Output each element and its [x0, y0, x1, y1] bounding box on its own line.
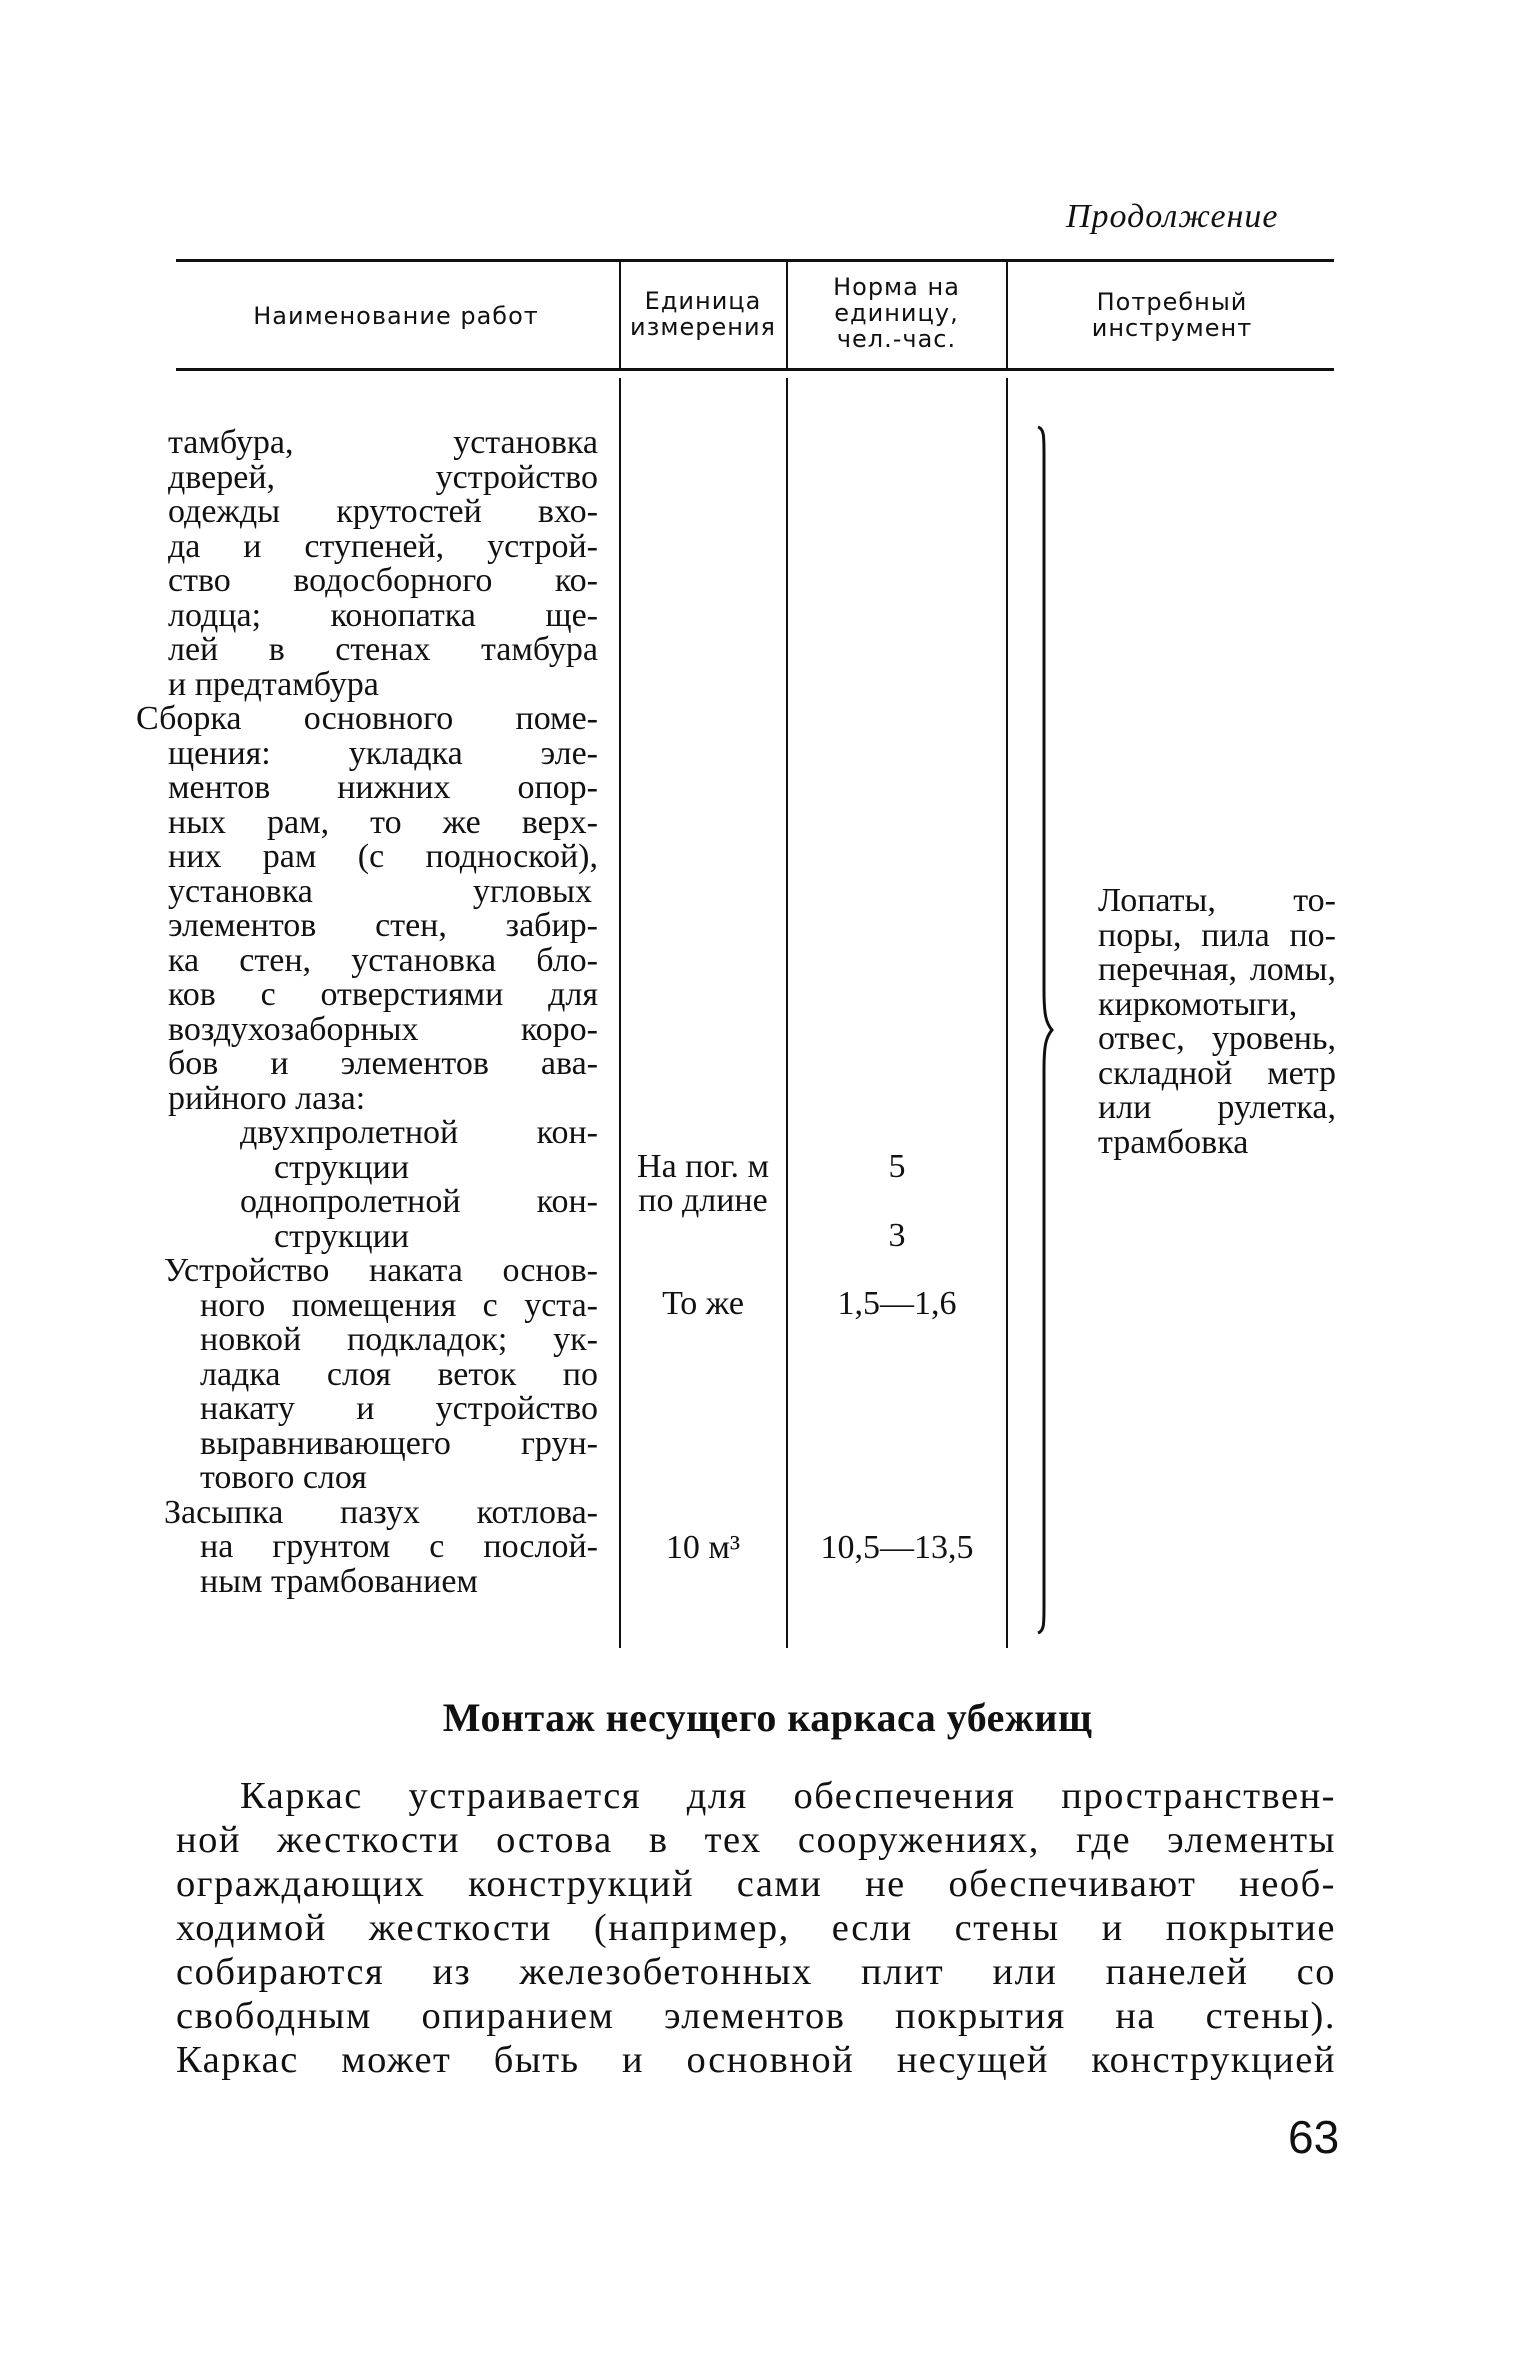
- work-line: накату и устройство: [200, 1390, 598, 1427]
- work-line: на грунтом с послой-: [200, 1528, 598, 1565]
- norm-cell-single-span: 3: [888, 1217, 906, 1254]
- header-tool-line-2: инструмент: [1091, 314, 1253, 342]
- section-heading: Монтаж несущего каркаса убежищ: [442, 1695, 1093, 1740]
- work-line: дверей, устройство: [168, 458, 598, 496]
- table-top-rule: [176, 259, 1334, 262]
- work-line: тамбура, установка: [168, 424, 598, 461]
- tool-line: или рулетка,: [1098, 1089, 1336, 1126]
- header-norm-line-3: чел.-час.: [836, 325, 957, 353]
- curly-brace-icon: [1036, 425, 1056, 1635]
- work-line: струкции: [274, 1217, 410, 1255]
- work-line: ментов нижних опор-: [168, 769, 598, 806]
- work-line: ного помещения с уста-: [200, 1286, 598, 1324]
- work-line: новкой подкладок; ук-: [200, 1321, 598, 1358]
- header-norm: [789, 274, 1004, 352]
- body-divider-1: [619, 378, 621, 1648]
- body-paragraph: [176, 1774, 1336, 2082]
- work-line: тового слоя: [200, 1459, 367, 1496]
- header-unit: [622, 288, 784, 340]
- work-line: ков с отверстиями для: [168, 976, 598, 1013]
- work-line: рийного лаза:: [168, 1079, 366, 1117]
- unit-cell-volume: 10 м³: [665, 1529, 741, 1566]
- continuation-label: Продолжение: [1066, 198, 1279, 235]
- work-line: да и ступеней, устрой-: [168, 527, 598, 565]
- work-line: них рам (с подноской),: [168, 838, 598, 875]
- table-header-rule: [176, 368, 1334, 371]
- tool-line: поры, пила по-: [1098, 916, 1336, 954]
- paragraph-line: свободным опиранием элементов покрытия на стены).: [176, 1995, 1336, 2037]
- header-work: Наименование работ: [253, 302, 539, 330]
- work-line: щения: укладка эле-: [168, 734, 598, 772]
- work-line: установка угловых: [168, 872, 592, 910]
- work-line: двухпролетной кон-: [240, 1114, 598, 1151]
- work-line: Устройство наката основ-: [164, 1252, 598, 1289]
- tool-line: Лопаты, то-: [1098, 882, 1336, 919]
- tool-line: складной метр: [1098, 1054, 1336, 1092]
- header-divider-3: [1006, 262, 1008, 368]
- header-unit-line-1: Единица: [644, 287, 762, 315]
- work-description-column: [136, 424, 598, 1600]
- page-number: 63: [1288, 2111, 1340, 2163]
- work-line: выравнивающего грун-: [200, 1424, 598, 1462]
- work-line: одежды крутостей вхо-: [168, 493, 598, 530]
- tools-cell: [1098, 884, 1336, 1160]
- paragraph-line: Каркас устраивается для обеспечения пространствен-: [240, 1775, 1336, 1817]
- body-divider-3: [1006, 378, 1008, 1648]
- work-line: ка стен, установка бло-: [168, 941, 598, 979]
- work-line: и предтамбура: [168, 665, 379, 703]
- work-line: ладка слоя веток по: [200, 1355, 598, 1393]
- header-norm-line-1: Норма на: [833, 273, 960, 301]
- work-line: лодца; конопатка ще-: [168, 596, 598, 634]
- header-norm-line-2: единицу,: [834, 299, 959, 327]
- unit-cell-a: На пог. м: [637, 1148, 769, 1185]
- paragraph-line: ной жесткости остова в тех сооружениях, где элементы: [176, 1819, 1336, 1861]
- tool-line: киркомотыги,: [1098, 985, 1298, 1023]
- header-tool-line-1: Потребный: [1096, 288, 1248, 316]
- work-line: ным трамбованием: [200, 1562, 478, 1600]
- paragraph-line: собираются из железобетонных плит или панелей со: [176, 1951, 1336, 1993]
- unit-cell-b: по длине: [638, 1182, 768, 1219]
- work-line: лей в стенах тамбура: [168, 631, 598, 668]
- norm-cell-roll: 1,5—1,6: [837, 1285, 957, 1322]
- paragraph-line: Каркас может быть и основной несущей конструкцией: [176, 2039, 1336, 2081]
- tool-line: перечная, ломы,: [1098, 951, 1336, 988]
- body-divider-2: [786, 378, 788, 1648]
- paragraph-line: ограждающих конструкций сами не обеспечивают необ-: [176, 1863, 1336, 1905]
- work-line: ство водосборного ко-: [168, 562, 598, 599]
- work-line: однопролетной кон-: [240, 1183, 598, 1220]
- work-line: бов и элементов ава-: [168, 1045, 598, 1082]
- header-divider-2: [786, 262, 788, 368]
- work-line: ных рам, то же верх-: [168, 803, 598, 841]
- work-line: струкции: [274, 1148, 410, 1186]
- tool-line: трамбовка: [1098, 1123, 1249, 1161]
- work-line: элементов стен, забир-: [168, 907, 598, 944]
- norm-cell-double-span: 5: [888, 1148, 906, 1185]
- header-unit-line-2: измерения: [630, 313, 776, 341]
- norm-cell-backfill: 10,5—13,5: [820, 1529, 974, 1566]
- header-tool: [1010, 289, 1334, 341]
- work-line: воздухозаборных коро-: [168, 1010, 598, 1048]
- tool-line: отвес, уровень,: [1098, 1020, 1336, 1057]
- paragraph-line: ходимой жесткости (например, если стены и покрытие: [176, 1907, 1336, 1949]
- work-line: Засыпка пазух котлова-: [164, 1493, 598, 1531]
- unit-cell-same: То же: [662, 1285, 744, 1322]
- work-line: Сборка основного поме-: [136, 700, 598, 737]
- header-divider-1: [619, 262, 621, 368]
